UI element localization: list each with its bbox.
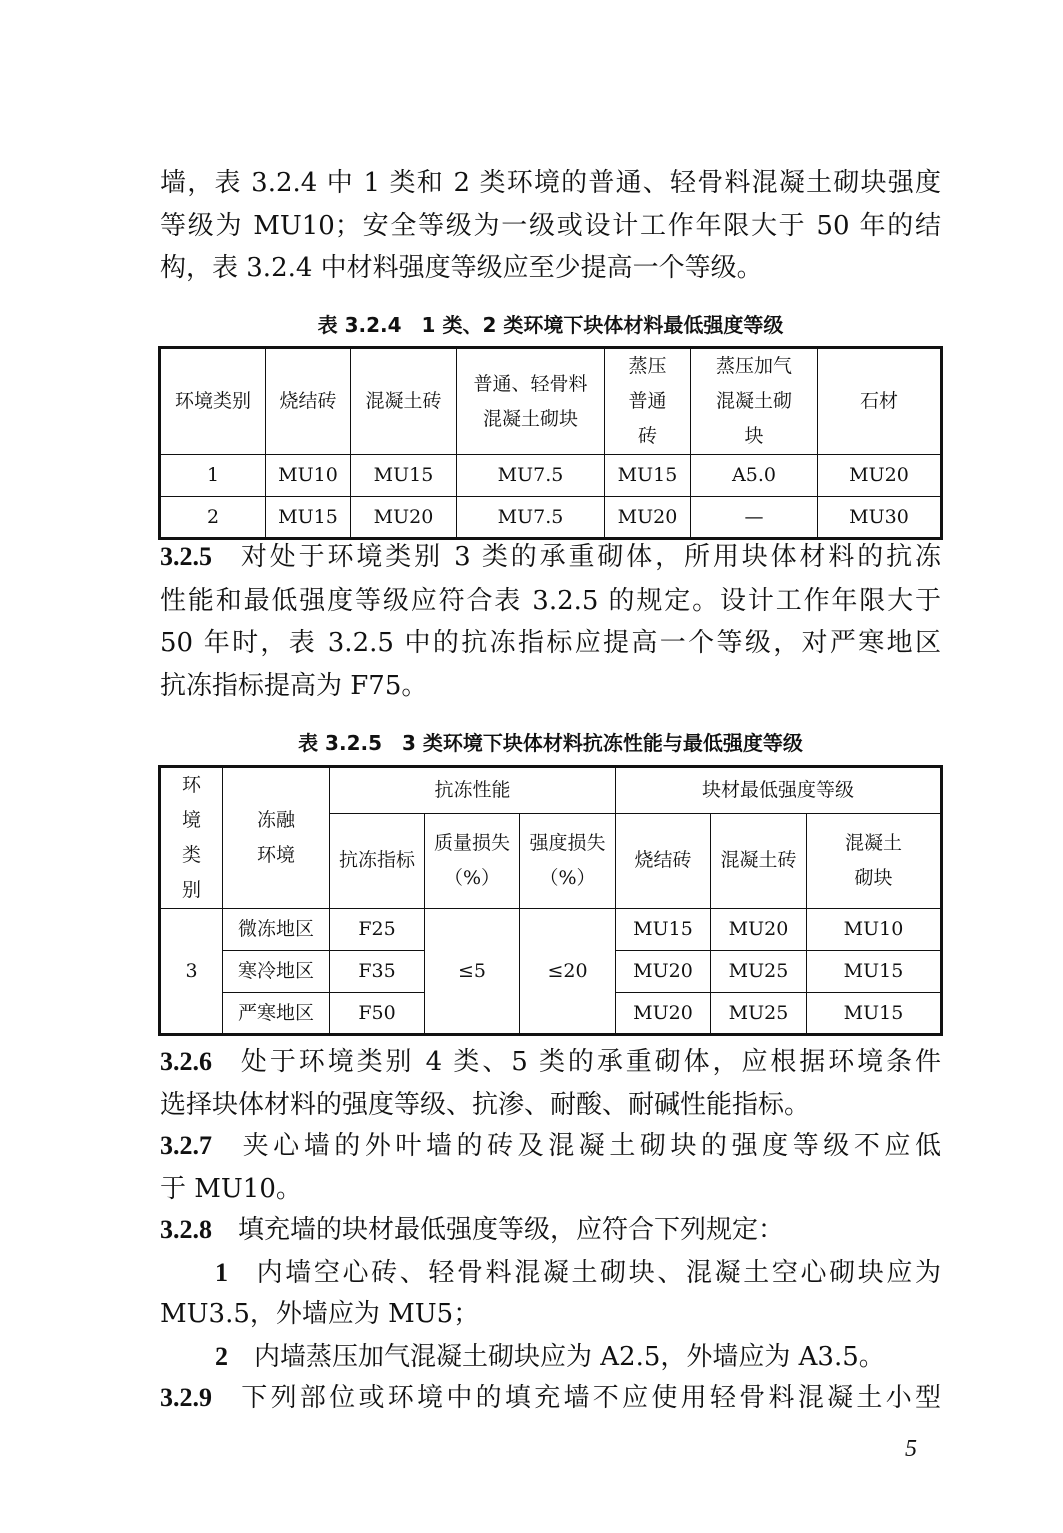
- table-row: [160, 497, 942, 539]
- text: 填充墙的块材最低强度等级，应符合下列规定：: [238, 1215, 785, 1245]
- table-3-2-4: [158, 346, 943, 540]
- cell: MU20: [616, 993, 711, 1035]
- cell: ≤5: [425, 909, 520, 1035]
- header-cell: 混凝土砌块: [807, 813, 942, 908]
- text: 对处于环境类别 3 类的承重砌体，所用块体材料的抗冻: [238, 542, 941, 572]
- text-line: [160, 1252, 941, 1294]
- header-cell: 普通、轻骨料混凝土砌块: [457, 348, 605, 455]
- section-number: 3.2.6: [160, 1047, 212, 1076]
- cell: MU15: [807, 993, 942, 1035]
- cell: MU20: [605, 497, 691, 539]
- text-line: [160, 1336, 996, 1378]
- text-line: 于 MU10。: [160, 1174, 302, 1204]
- section-number: 3.2.5: [160, 542, 212, 571]
- cell: 2: [160, 497, 266, 539]
- header-cell: 蒸压普通砖: [605, 348, 691, 455]
- text-line: [160, 1041, 941, 1083]
- header-cell: 强度损失（%）: [520, 813, 616, 908]
- text-line: [160, 1209, 941, 1251]
- cell: MU15: [351, 455, 457, 497]
- text: 内墙蒸压加气混凝土砌块应为 A2.5，外墙应为 A3.5。: [254, 1342, 885, 1372]
- cell: F25: [330, 909, 425, 951]
- text-line: [160, 536, 941, 578]
- header-cell: 石材: [818, 348, 942, 455]
- header-cell: 混凝土砖: [711, 813, 807, 908]
- table-row: [160, 455, 942, 497]
- header-cell: 质量损失（%）: [425, 813, 520, 908]
- text: 内墙空心砖、轻骨料混凝土砌块、混凝土空心砌块应为: [254, 1258, 941, 1288]
- cell: A5.0: [691, 455, 818, 497]
- cell: MU20: [616, 951, 711, 993]
- cell: MU20: [818, 455, 942, 497]
- header-cell: 环境类别: [160, 767, 223, 909]
- cell: MU20: [711, 909, 807, 951]
- cell: MU15: [807, 951, 942, 993]
- cell: —: [691, 497, 818, 539]
- text-line: 性能和最低强度等级应符合表 3.2.5 的规定。设计工作年限大于: [160, 586, 941, 616]
- page-number: 5: [905, 1436, 917, 1462]
- section-number: 3.2.8: [160, 1215, 212, 1244]
- text-line: [160, 1125, 941, 1167]
- cell: MU15: [616, 909, 711, 951]
- text: 夹心墙的外叶墙的砖及混凝土砌块的强度等级不应低: [238, 1131, 941, 1161]
- header-cell: 块材最低强度等级: [616, 767, 942, 814]
- cell: 1: [160, 455, 266, 497]
- text-line: 50 年时，表 3.2.5 中的抗冻指标应提高一个等级，对严寒地区: [160, 628, 941, 658]
- text-line: 构，表 3.2.4 中材料强度等级应至少提高一个等级。: [160, 253, 763, 283]
- text: 下列部位或环境中的填充墙不应使用轻骨料混凝土小型: [238, 1383, 941, 1413]
- header-cell: 抗冻性能: [330, 767, 616, 814]
- cell: ≤20: [520, 909, 616, 1035]
- cell: 严寒地区: [223, 993, 330, 1035]
- text-line: 等级为 MU10；安全等级为一级或设计工作年限大于 50 年的结: [160, 211, 941, 241]
- section-number: 3.2.9: [160, 1383, 212, 1412]
- text: 处于环境类别 4 类、5 类的承重砌体，应根据环境条件: [238, 1047, 941, 1077]
- header-cell: 环境类别: [160, 348, 266, 455]
- cell: 微冻地区: [223, 909, 330, 951]
- cell: MU25: [711, 951, 807, 993]
- cell: F50: [330, 993, 425, 1035]
- header-cell: 蒸压加气混凝土砌块: [691, 348, 818, 455]
- cell: 寒冷地区: [223, 951, 330, 993]
- table-row: [160, 909, 942, 951]
- text-line: MU3.5，外墙应为 MU5；: [160, 1299, 480, 1329]
- item-number: 1: [215, 1258, 228, 1287]
- text-line: 墙，表 3.2.4 中 1 类和 2 类环境的普通、轻骨料混凝土砌块强度: [160, 168, 941, 198]
- cell: MU20: [351, 497, 457, 539]
- cell: MU7.5: [457, 455, 605, 497]
- item-number: 2: [215, 1342, 228, 1371]
- cell: MU30: [818, 497, 942, 539]
- table-caption: 表 3.2.4 1 类、2 类环境下块体材料最低强度等级: [317, 313, 784, 337]
- section-number: 3.2.7: [160, 1131, 212, 1160]
- table-3-2-5: [158, 765, 943, 1036]
- header-cell: 烧结砖: [616, 813, 711, 908]
- cell: MU15: [605, 455, 691, 497]
- cell: F35: [330, 951, 425, 993]
- header-cell: 冻融环境: [223, 767, 330, 909]
- header-cell: 烧结砖: [266, 348, 351, 455]
- cell: MU10: [266, 455, 351, 497]
- cell: MU15: [266, 497, 351, 539]
- text-line: 选择块体材料的强度等级、抗渗、耐酸、耐碱性能指标。: [160, 1090, 811, 1120]
- header-cell: 抗冻指标: [330, 813, 425, 908]
- cell: MU10: [807, 909, 942, 951]
- cell: 3: [160, 909, 223, 1035]
- table-caption: 表 3.2.5 3 类环境下块体材料抗冻性能与最低强度等级: [298, 731, 803, 755]
- text-line: [160, 1377, 941, 1419]
- cell: MU25: [711, 993, 807, 1035]
- text-line: 抗冻指标提高为 F75。: [160, 671, 428, 701]
- header-cell: 混凝土砖: [351, 348, 457, 455]
- cell: MU7.5: [457, 497, 605, 539]
